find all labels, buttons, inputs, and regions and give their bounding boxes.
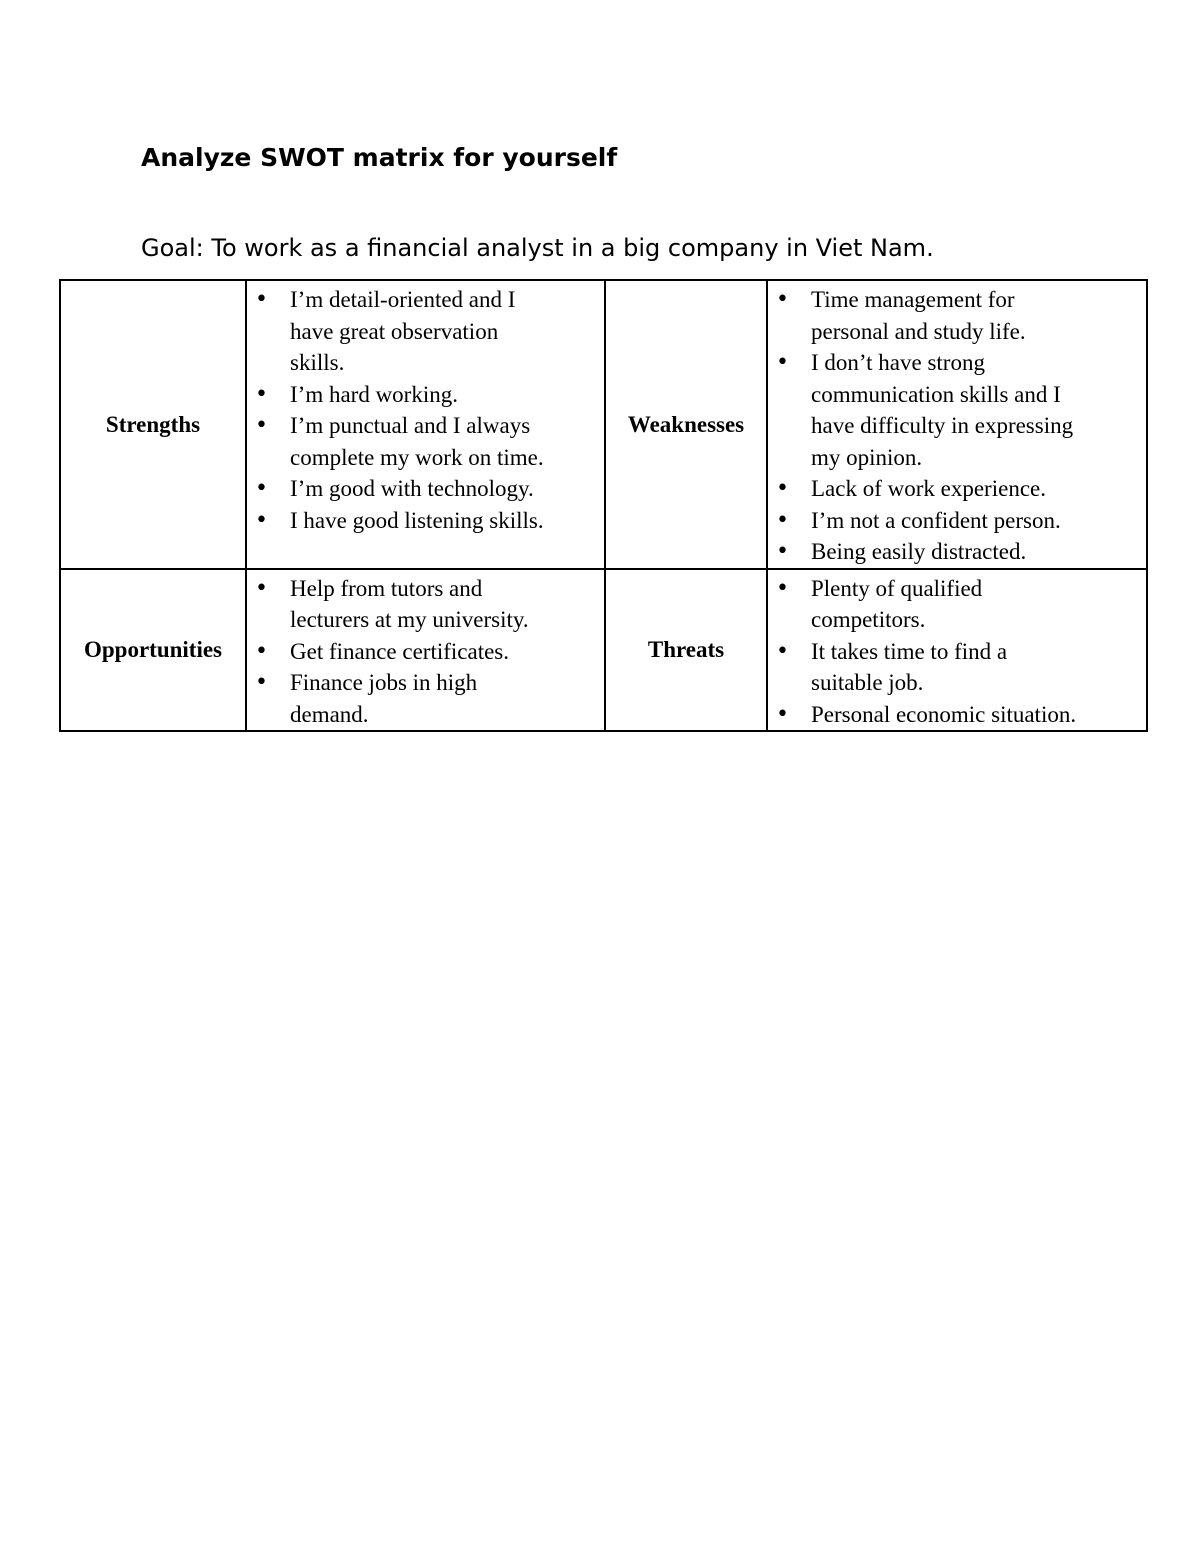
opportunities-label: Opportunities [60,569,246,732]
swot-matrix-table [59,279,1148,732]
list-item: • Personal economic situation. [768,699,1140,731]
list-item: • I’m hard working. [247,379,598,411]
list-item: • It takes time to find a suitable job. [768,636,1140,699]
opportunities-cell [246,569,605,732]
list-item: • I’m not a confident person. [768,505,1140,537]
list-item: • I have good listening skills. [247,505,598,537]
list-item: • Plenty of qualified competitors. [768,573,1140,636]
swot-row-internal [60,280,1147,569]
list-item: • I’m punctual and I always complete my work on time. [247,410,598,473]
opportunities-list [247,570,604,731]
list-item: • Being easily distracted. [768,536,1140,568]
list-item: • Get finance certificates. [247,636,598,668]
document-title: Analyze SWOT matrix for yourself [141,143,618,172]
threats-cell [767,569,1147,732]
list-item: • I’m detail-oriented and I have great observation skills. [247,284,598,379]
weaknesses-cell [767,280,1147,569]
list-item: • Help from tutors and lecturers at my university. [247,573,598,636]
weaknesses-label: Weaknesses [605,280,767,569]
goal-statement: Goal: To work as a financial analyst in a big company in Viet Nam. [141,234,934,262]
threats-label: Threats [605,569,767,732]
list-item: • I don’t have strong communication skills and I have difficulty in expressing my opinion. [768,347,1140,473]
weaknesses-list [768,281,1146,568]
list-item: • I’m good with technology. [247,473,598,505]
list-item: • Time management for personal and study life. [768,284,1140,347]
swot-row-external [60,569,1147,732]
list-item: • Finance jobs in high demand. [247,667,598,730]
list-item: • Lack of work experience. [768,473,1140,505]
strengths-cell [246,280,605,569]
strengths-label: Strengths [60,280,246,569]
threats-list [768,570,1146,731]
strengths-list [247,281,604,536]
